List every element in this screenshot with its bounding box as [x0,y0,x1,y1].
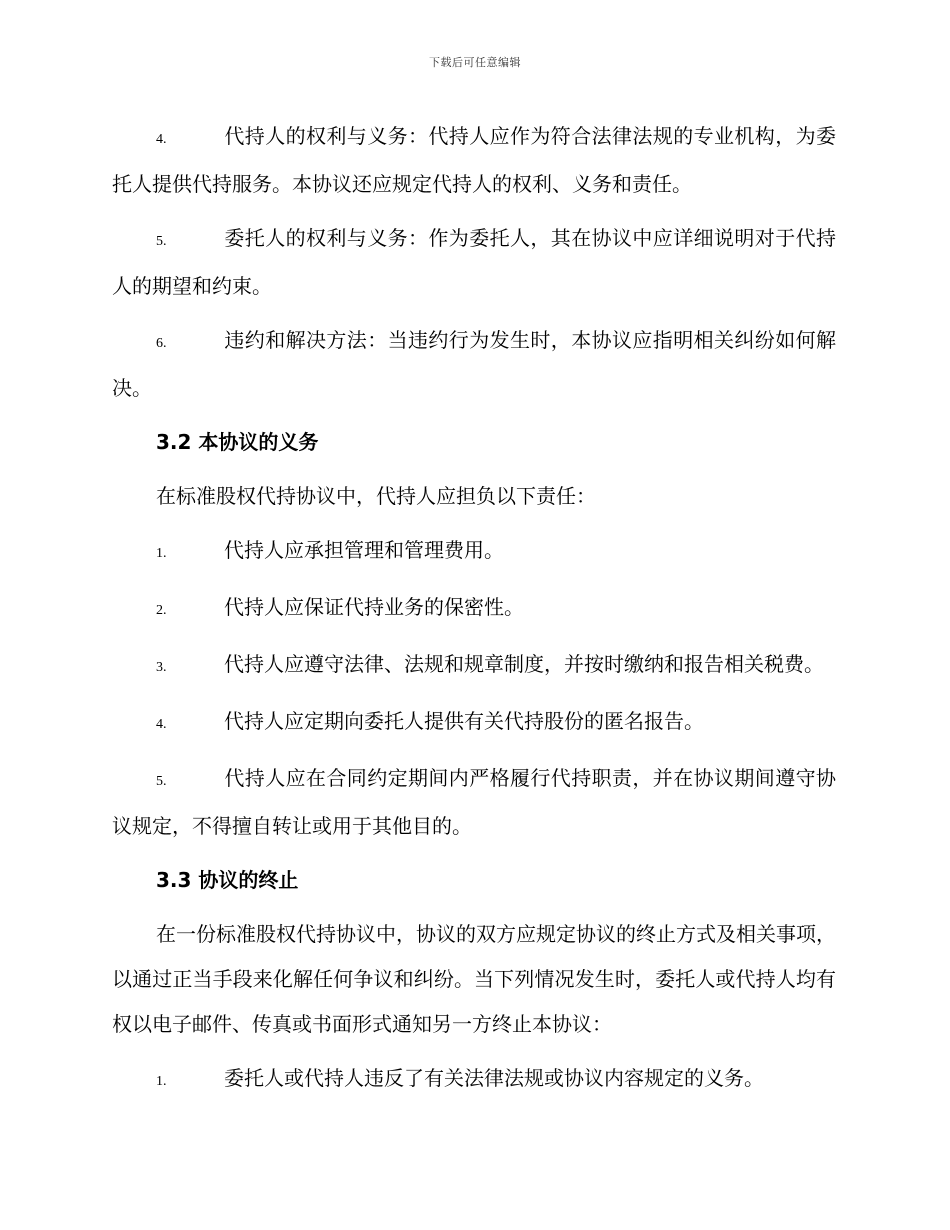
list-item [112,642,836,690]
page-header: 下载后可任意编辑 [429,56,521,69]
list-text: 委托人的权利与义务：作为委托人，其在协议中应详细说明对于代持人的期望和约束。 [112,226,836,298]
document-body [112,114,836,1113]
list-item [112,756,836,849]
list-text: 代持人的权利与义务：代持人应作为符合法律法规的专业机构，为委托人提供代持服务。本协议还应规定代持人的权利、义务和责任。 [112,124,836,196]
list-text: 委托人或代持人违反了有关法律法规或协议内容规定的义务。 [224,1066,764,1090]
section-heading: 3.3 协议的终止 [156,868,299,892]
list-text: 代持人应保证代持业务的保密性。 [224,595,524,619]
paragraph: 在一份标准股权代持协议中，协议的双方应规定协议的终止方式及相关事项，以通过正当手段来化解任何争议和纠纷。当下列情况发生时，委托人或代持人均有权以电子邮件、传真或书面形式通知另一方终止本协议： [112,922,836,1036]
list-item [112,699,836,747]
list-number: 4. [156,132,167,147]
paragraph: 在标准股权代持协议中，代持人应担负以下责任： [156,484,596,508]
list-item [112,528,836,576]
list-number: 1. [156,1074,167,1089]
list-text: 违约和解决方法：当违约行为发生时，本协议应指明相关纠纷如何解决。 [112,328,836,400]
list-item [112,318,836,411]
list-text: 代持人应承担管理和管理费用。 [224,538,504,562]
list-item [112,1056,836,1104]
list-item [112,585,836,633]
list-text: 代持人应遵守法律、法规和规章制度，并按时缴纳和报告相关税费。 [224,652,824,676]
list-item [112,216,836,309]
list-item [112,114,836,207]
list-number: 4. [156,717,167,732]
list-number: 1. [156,546,167,561]
list-number: 6. [156,336,167,351]
section-heading: 3.2 本协议的义务 [156,430,319,454]
list-number: 3. [156,660,167,675]
list-text: 代持人应在合同约定期间内严格履行代持职责，并在协议期间遵守协议规定，不得擅自转让或用于其他目的。 [112,766,836,838]
list-text: 代持人应定期向委托人提供有关代持股份的匿名报告。 [224,709,704,733]
list-number: 5. [156,234,167,249]
list-number: 2. [156,603,167,618]
list-number: 5. [156,774,167,789]
